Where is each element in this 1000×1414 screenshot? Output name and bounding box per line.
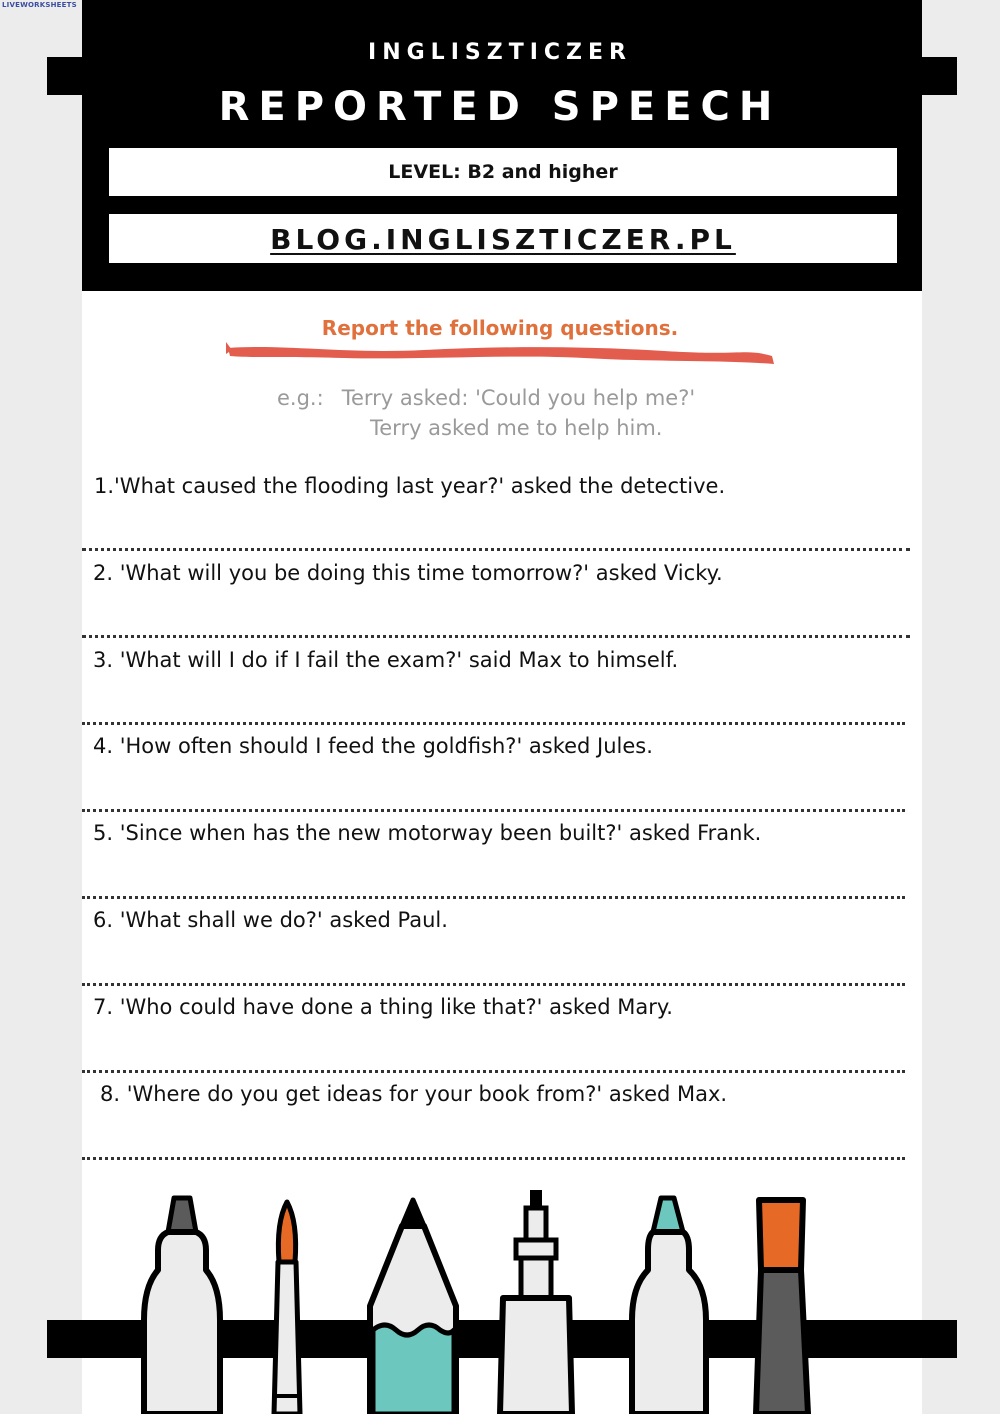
example-label: e.g.:: [277, 386, 324, 410]
pencil-icon: [370, 1200, 456, 1414]
question-3: 3. 'What will I do if I fail the exam?' said Max to himself.: [93, 648, 679, 672]
question-7: 7. 'Who could have done a thing like that?' asked Mary.: [93, 995, 673, 1019]
example-reported: Terry asked me to help him.: [370, 416, 663, 440]
question-8: 8. 'Where do you get ideas for your book from?' asked Max.: [100, 1082, 728, 1106]
flat-brush-icon: [756, 1200, 808, 1414]
answer-line-6[interactable]: [82, 983, 905, 986]
teal-marker-icon: [632, 1198, 706, 1414]
answer-line-8[interactable]: [82, 1157, 905, 1160]
brand-name: INGLISZTICZER: [368, 40, 632, 65]
fine-brush-icon: [274, 1202, 300, 1414]
question-6: 6. 'What shall we do?' asked Paul.: [93, 908, 448, 932]
instruction: Report the following questions.: [321, 316, 679, 340]
answer-line-4[interactable]: [82, 809, 905, 812]
watermark: LIVEWORKSHEETS: [2, 1, 77, 9]
question-5: 5. 'Since when has the new motorway been built?' asked Frank.: [93, 821, 762, 845]
answer-line-1[interactable]: [82, 548, 910, 551]
marker-icon: [144, 1198, 220, 1414]
question-2: 2. 'What will you be doing this time tomorrow?' asked Vicky.: [93, 561, 723, 585]
blog-link[interactable]: BLOG.INGLISZTICZER.PL: [109, 214, 897, 263]
page-title: REPORTED SPEECH: [218, 84, 782, 130]
example-direct-text: Terry asked: 'Could you help me?': [341, 386, 696, 410]
question-4: 4. 'How often should I feed the goldfish?' asked Jules.: [93, 734, 653, 758]
technical-pen-icon: [500, 1190, 572, 1414]
answer-line-7[interactable]: [82, 1070, 905, 1073]
brush-stroke-underline: [224, 336, 780, 372]
answer-line-2[interactable]: [82, 635, 910, 638]
question-1: 1.'What caused the flooding last year?' asked the detective.: [94, 474, 726, 498]
level-label: LEVEL: B2 and higher: [109, 148, 897, 196]
answer-line-3[interactable]: [82, 722, 905, 725]
answer-line-5[interactable]: [82, 896, 905, 899]
example-direct: [277, 386, 695, 410]
art-supplies-illustration: [0, 1180, 1000, 1414]
